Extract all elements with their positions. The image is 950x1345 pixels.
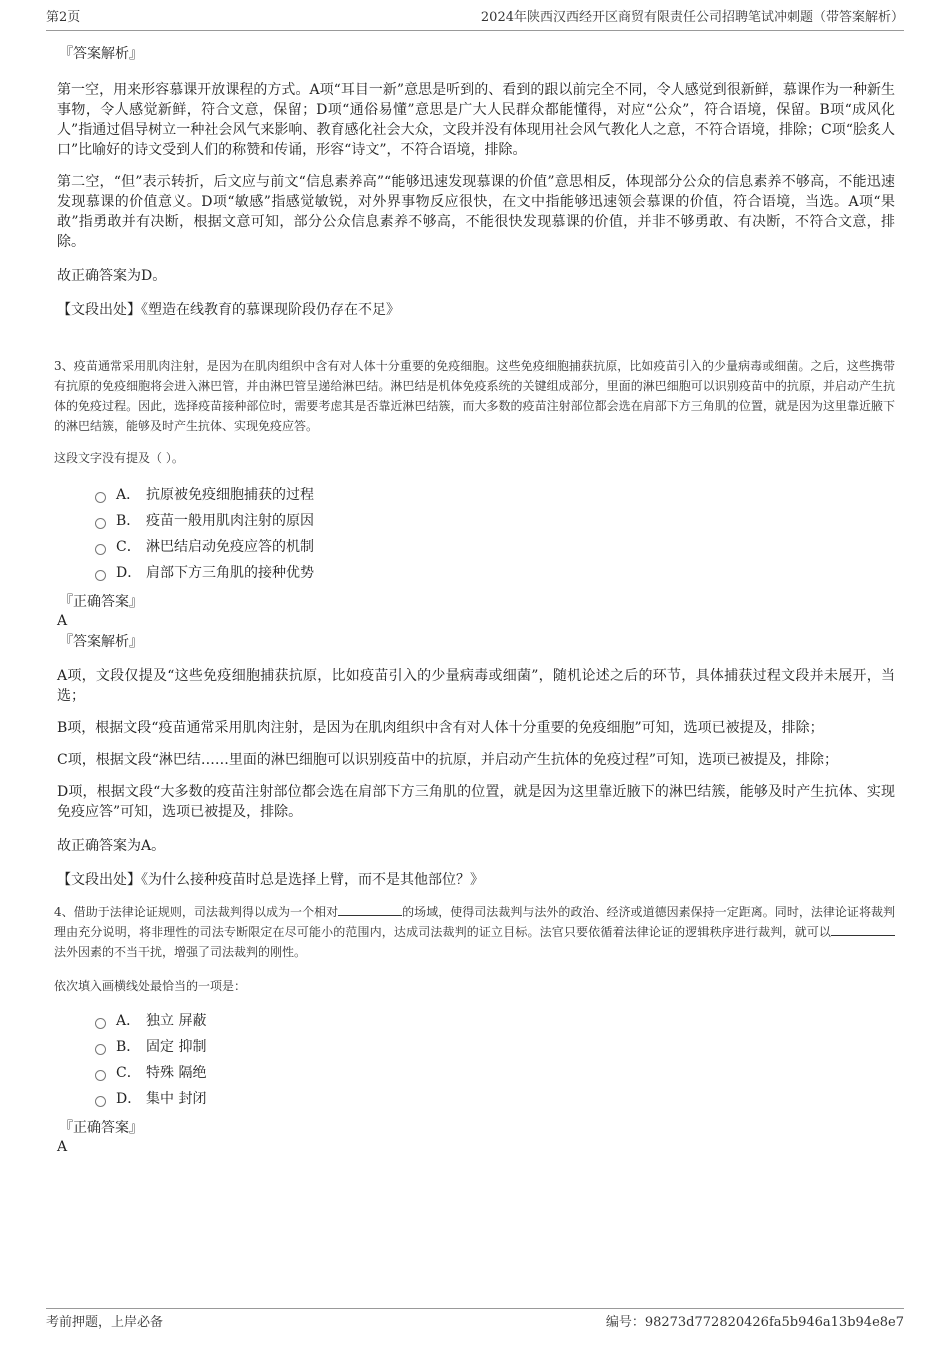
- analysis-paragraph-2: 第二空，“但”表示转折，后文应与前文“信息素养高”“能够迅速发现慕课的价值”意思相反，体现部分公众的信息素养不够高，不能迅速发现慕课的价值意义。D项“敏感”指感觉敏锐，对外界事物反应很快，在文中指能够迅速领会慕课的价值，符合语境，当选。A项“果敢”指勇敢并有决断，根据文意可知，部分公众信息素养不够高，不能很快发现慕课的价值，并非不够勇敢、有决断，不符合文意，排除。: [57, 174, 895, 250]
- radio-icon[interactable]: [95, 1070, 106, 1081]
- radio-icon[interactable]: [95, 1018, 106, 1029]
- option-d[interactable]: D． 肩部下方三角肌的接种优势: [95, 560, 895, 586]
- correct-answer: A: [57, 613, 68, 629]
- correct-answer: A: [57, 1139, 68, 1155]
- analysis-option-d: D项，根据文段“大多数的疫苗注射部位都会选在肩部下方三角肌的位置，就是因为这里靠近腋下的淋巴结簇，能够及时产生抗体、实现免疫应答”可知，选项已被提及，排除。: [57, 784, 895, 820]
- option-c[interactable]: C． 淋巴结启动免疫应答的机制: [95, 534, 895, 560]
- option-list: [95, 1008, 895, 1112]
- option-c[interactable]: C． 特殊 隔绝: [95, 1060, 895, 1086]
- option-a[interactable]: A． 独立 屏蔽: [95, 1008, 895, 1034]
- radio-icon[interactable]: [95, 492, 106, 503]
- radio-icon[interactable]: [95, 570, 106, 581]
- option-list: [95, 482, 895, 586]
- analysis-paragraph-1: 第一空，用来形容慕课开放课程的方式。A项“耳目一新”意思是听到的、看到的跟以前完全不同，令人感觉到很新鲜，慕课作为一种新生事物，令人感觉新鲜，符合文意，保留；D项“通俗易懂”意思是广大人民群众都能懂得，对应“公众”，符合语境，保留。B项“成风化人”指通过倡导树立一种社会风气来影响、教育感化社会大众，文段并没有体现用社会风气教化人之意，不符合语境，排除；C项“脍炙人口”比喻好的诗文受到人们的称赞和传诵，形容“诗文”，不符合语境，排除。: [57, 82, 895, 158]
- analysis-option-b: B项，根据文段“疫苗通常采用肌肉注射，是因为在肌肉组织中含有对人体十分重要的免疫细胞”可知，选项已被提及，排除；: [57, 720, 824, 736]
- page-header: [46, 8, 904, 31]
- analysis-conclusion: 故正确答案为D。: [57, 268, 167, 284]
- radio-icon[interactable]: [95, 1044, 106, 1055]
- document-serial: 编号：98273d772820426fa5b946a13b94e8e7: [605, 1315, 904, 1330]
- passage-source: 【文段出处】《为什么接种疫苗时总是选择上臂，而不是其他部位？》: [57, 872, 484, 888]
- correct-answer-heading: 『正确答案』: [59, 594, 143, 610]
- passage-source: 【文段出处】《塑造在线教育的慕课现阶段仍存在不足》: [57, 302, 400, 318]
- option-d[interactable]: D． 集中 封闭: [95, 1086, 895, 1112]
- analysis-option-a: A项，文段仅提及“这些免疫细胞捕获抗原，比如疫苗引入的少量病毒或细菌”，随机论述之后的环节，具体捕获过程文段并未展开，当选；: [57, 668, 895, 704]
- footer-slogan: 考前押题，上岸必备: [46, 1315, 164, 1330]
- radio-icon[interactable]: [95, 518, 106, 529]
- page-footer: [46, 1308, 904, 1333]
- question-passage: 4、借助于法律论证规则，司法裁判得以成为一个相对 的场域，使得司法裁判与法外的政治、经济或道德因素保持一定距离。同时，法律论证将裁判理由充分说明，将非理性的司法专断限定在尽可能小的范围内，达成司法裁判的证立目标。法官只要依循着法律论证的逻辑秩序进行裁判，就可以法外因素的不当干扰，增强了司法裁判的刚性。: [54, 905, 895, 959]
- question-4: [54, 902, 895, 1156]
- page-content: [54, 44, 895, 1156]
- analysis-conclusion: 故正确答案为A。: [57, 838, 166, 854]
- option-b[interactable]: B． 疫苗一般用肌肉注射的原因: [95, 508, 895, 534]
- analysis-heading: 『答案解析』: [59, 46, 143, 62]
- question-passage: 3、疫苗通常采用肌肉注射，是因为在肌肉组织中含有对人体十分重要的免疫细胞。这些免疫细胞捕获抗原，比如疫苗引入的少量病毒或细菌。之后，这些携带有抗原的免疫细胞将会进入淋巴管，并由淋巴管呈递给淋巴结。淋巴结是机体免疫系统的关键组成部分，里面的淋巴细胞可以识别疫苗中的抗原，并启动产生抗体的免疫过程。因此，选择疫苗接种部位时，需要考虑其是否靠近淋巴结簇，而大多数的疫苗注射部位都会选在肩部下方三角肌的位置，就是因为这里靠近腋下的淋巴结簇，能够及时产生抗体、实现免疫应答。: [54, 359, 895, 433]
- analysis-option-c: C项，根据文段“淋巴结……里面的淋巴细胞可以识别疫苗中的抗原，并启动产生抗体的免疫过程”可知，选项已被提及，排除；: [57, 752, 839, 768]
- radio-icon[interactable]: [95, 1096, 106, 1107]
- option-b[interactable]: B． 固定 抑制: [95, 1034, 895, 1060]
- document-title: 2024年陕西汉西经开区商贸有限责任公司招聘笔试冲刺题（带答案解析）: [480, 10, 904, 25]
- fill-blank-1: [338, 903, 402, 916]
- analysis-heading: 『答案解析』: [59, 634, 143, 650]
- fill-blank-2: [831, 923, 895, 936]
- question-stem: 依次填入画横线处最恰当的一项是：: [54, 979, 247, 993]
- question-stem: 这段文字没有提及（ ）。: [54, 451, 184, 465]
- question-3: [54, 356, 895, 890]
- previous-answer-analysis: [57, 44, 895, 320]
- page-number: 第2页: [46, 10, 81, 25]
- radio-icon[interactable]: [95, 544, 106, 555]
- correct-answer-heading: 『正确答案』: [59, 1120, 143, 1136]
- option-a[interactable]: A． 抗原被免疫细胞捕获的过程: [95, 482, 895, 508]
